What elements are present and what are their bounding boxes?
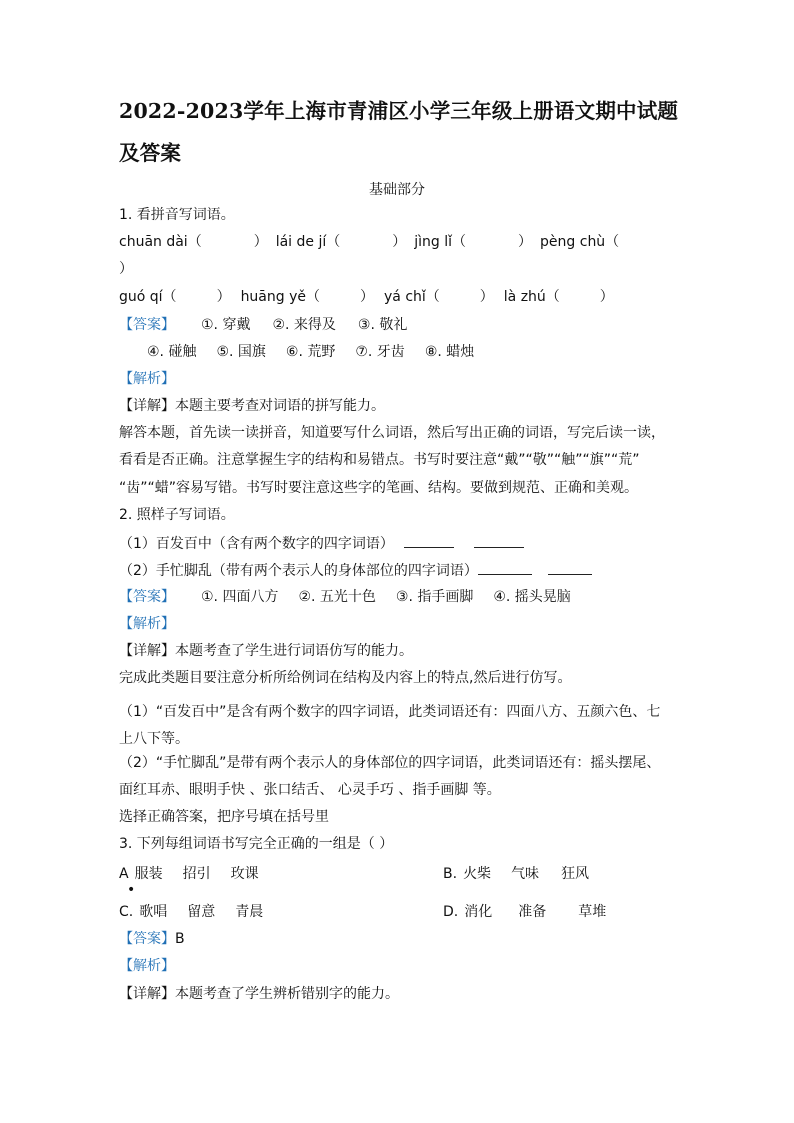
option-letter: B. [443,866,458,882]
pinyin-close: ） [216,289,231,305]
pinyin-close: ） [479,289,494,305]
option-word: 准备 [518,904,547,920]
pinyin-item: chuān dài（ [119,234,202,250]
analysis-label: 【解析】 [119,616,175,632]
q2-detail [119,641,413,661]
q1-answer-row1 [119,315,407,335]
answer-item: ③. 敬礼 [357,317,408,333]
q1-pinyin-row1-wrap: ） [119,261,133,277]
q1-stem: 1. 看拼音写词语。 [119,207,235,223]
q1-answer-row2 [147,342,474,362]
q3-stem: 3. 下列每组词语书写完全正确的一组是（ ） [119,836,394,852]
instruction-line: 选择正确答案，把序号填在括号里 [119,809,329,825]
q2-item1 [119,533,524,554]
paragraph-line: 解答本题，首先读一读拼音，知道要写什么词语，然后写出正确的词语，写完后读一读， [119,425,665,441]
pinyin-close: ） [392,234,407,250]
pinyin-close: ） [253,234,268,250]
analysis-label: 【解析】 [119,958,175,974]
q2-item2 [119,560,592,581]
analysis-label: 【解析】 [119,371,175,387]
pinyin-close: ） [360,289,374,305]
pinyin-item: pèng chù（ [540,234,620,250]
q2-stem: 2. 照样子写词语。 [119,507,235,523]
pinyin-item: lái de jí（ [275,234,341,250]
q2-answer [119,587,571,607]
document-title-line1: 2022-2023学年上海市青浦区小学三年级上册语文期中试题 [119,99,679,123]
answer-item: ②. 来得及 [272,317,336,333]
q3-answer [119,929,185,949]
q3-option-d [443,902,606,922]
paragraph-line: 完成此类题目要注意分析所给例词在结构及内容上的特点,然后进行仿写。 [119,670,572,686]
answer-item: ①. 穿戴 [201,317,251,333]
answer-item: ①. 四面八方 [201,589,279,605]
pinyin-close: ） [518,234,533,250]
document-title-line2: 及答案 [119,141,182,165]
q3-option-b [443,864,589,884]
answer-item: ⑦. 牙齿 [355,344,405,360]
option-word: 气味 [511,866,540,882]
option-word: 服装 [134,866,163,882]
answer-item: ④. 碰触 [147,344,197,360]
option-word: 青晨 [235,904,264,920]
option-word: 狂风 [561,866,590,882]
pinyin-close: ） [599,289,614,305]
detail-label: 【详解】 [119,398,175,414]
answer-label: 【答案】 [119,589,175,605]
option-word: 歌唱 [139,904,168,920]
q1-pinyin-row2 [119,287,614,307]
option-word: 火柴 [463,866,492,882]
paragraph-line: “齿”“蜡”容易写错。书写时要注意这些字的笔画、结构。要做到规范、正确和美观。 [119,480,639,496]
answer-item: ③. 指手画脚 [395,589,474,605]
detail-text: 本题主要考查对词语的拼写能力。 [175,398,385,414]
q3-detail [119,984,399,1004]
answer-item: ⑤. 国旗 [216,344,266,360]
detail-label: 【详解】 [119,643,175,659]
answer-value: B [175,931,185,947]
pinyin-item: là zhú（ [503,289,560,305]
paragraph-line: （2）“手忙脚乱”是带有两个表示人的身体部位的四字词语，此类词语还有：摇头摆尾、 [119,755,661,771]
answer-blank [474,533,524,548]
pinyin-item: huāng yě（ [240,289,320,305]
option-word: 玫课 [230,866,259,882]
answer-item: ②. 五光十色 [298,589,376,605]
paragraph-line: 上八下等。 [119,731,189,747]
answer-item: ⑧. 蜡烛 [424,344,475,360]
option-word: 留意 [187,904,216,920]
paragraph-line: （1）“百发百中”是含有两个数字的四字词语，此类词语还有：四面八方、五颜六色、七 [119,704,661,720]
paragraph-line: 看看是否正确。注意掌握生字的结构和易错点。书写时要注意“戴”“敬”“触”“旗”“荒” [119,452,640,468]
q2-item1-text: （1）百发百中（含有两个数字的四字词语） [119,536,394,552]
q1-detail [119,396,385,416]
answer-item: ⑥. 荒野 [285,344,336,360]
detail-text: 本题考查了学生辨析错别字的能力。 [175,986,399,1002]
q3-option-c [119,902,263,922]
option-letter: A [119,866,129,882]
q2-item2-text: （2）手忙脚乱（带有两个表示人的身体部位的四字词语） [119,563,478,579]
pinyin-item: jìng lǐ（ [414,234,467,250]
detail-text: 本题考查了学生进行词语仿写的能力。 [175,643,413,659]
option-word: 草堆 [578,904,607,920]
option-word: 招引 [182,866,211,882]
option-word: 消化 [464,904,493,920]
answer-blank [478,560,532,575]
answer-label: 【答案】 [119,931,175,947]
answer-blank [404,533,454,548]
pinyin-item: yá chǐ（ [384,289,440,305]
option-letter: D. [443,904,459,920]
detail-label: 【详解】 [119,986,175,1002]
answer-label: 【答案】 [119,317,175,333]
answer-item: ④. 摇头晃脑 [493,589,571,605]
option-letter: C. [119,904,134,920]
paragraph-line: 面红耳赤、眼明手快 、张口结舌、 心灵手巧 、指手画脚 等。 [119,782,501,798]
answer-blank [548,560,592,575]
section-heading: 基础部分 [369,182,425,198]
q3-option-a [119,864,259,884]
emphasis-dot: • [127,882,136,898]
q1-pinyin-row1 [119,232,619,252]
pinyin-item: guó qí（ [119,289,177,305]
